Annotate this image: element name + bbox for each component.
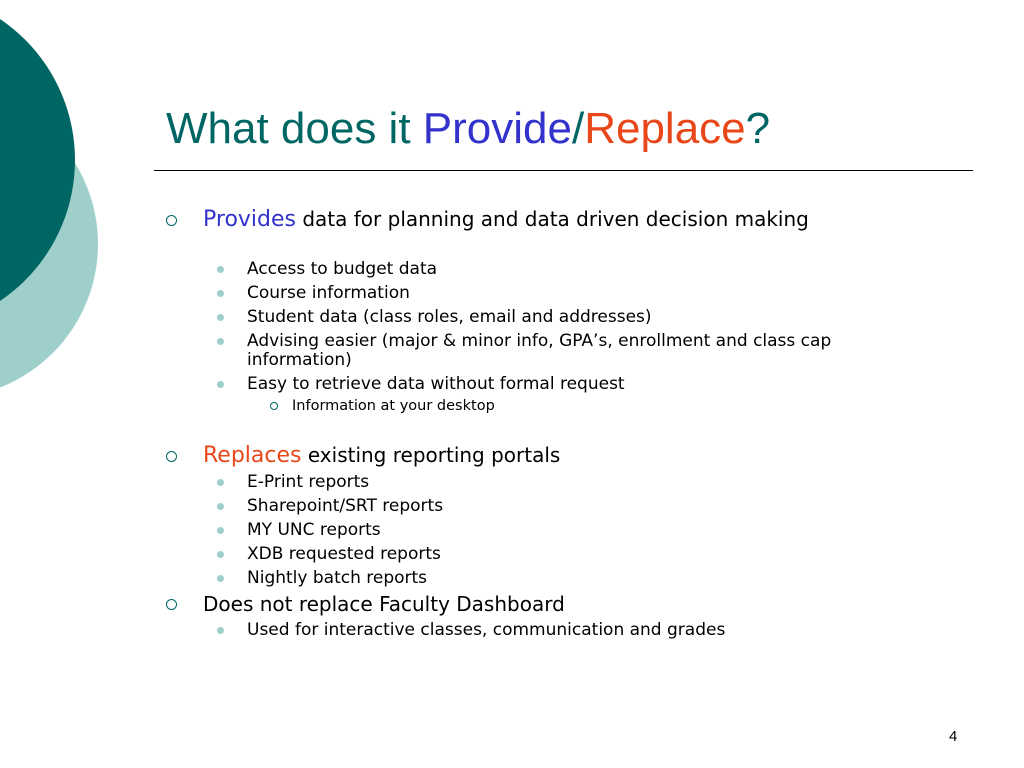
- provides-item: Access to budget data: [247, 259, 438, 279]
- replaces-keyword: Replaces: [203, 443, 302, 468]
- bullet-marker-dot: [217, 266, 224, 273]
- bullet-marker-open-circle: [166, 599, 177, 610]
- replaces-text: existing reporting portals: [301, 443, 561, 467]
- bullet-replaces: [203, 443, 560, 468]
- provides-text: data for planning and data driven decision making: [296, 207, 809, 231]
- bullet-provides: [203, 207, 809, 232]
- bullet-marker-dot: [217, 338, 224, 345]
- replaces-item: Sharepoint/SRT reports: [247, 496, 444, 516]
- title-part1: What does it: [166, 104, 423, 153]
- provides-item: Advising easier (major & minor info, GPA’s, enrollment and class cap: [247, 331, 832, 351]
- replaces-item: MY UNC reports: [247, 520, 381, 540]
- dashboard-item: Used for interactive classes, communication and grades: [247, 620, 726, 640]
- provides-item: Easy to retrieve data without formal request: [247, 374, 625, 394]
- bullet-marker-dot: [217, 627, 224, 634]
- provides-item: Student data (class roles, email and addresses): [247, 307, 652, 327]
- bullet-marker-dot: [217, 575, 224, 582]
- title-replace: Replace: [584, 104, 746, 153]
- replaces-item: Nightly batch reports: [247, 568, 428, 588]
- provides-keyword: Provides: [203, 207, 296, 232]
- title-question: ?: [745, 104, 771, 153]
- bullet-marker-dot: [217, 551, 224, 558]
- provides-item: Course information: [247, 283, 410, 303]
- bullet-dashboard: Does not replace Faculty Dashboard: [203, 592, 565, 616]
- bullet-marker-dot: [217, 503, 224, 510]
- title-provide: Provide: [422, 104, 572, 153]
- bullet-marker-open-circle: [166, 215, 177, 226]
- bullet-marker-dot: [217, 479, 224, 486]
- title-slash: /: [571, 104, 585, 153]
- bullet-marker-dot: [217, 290, 224, 297]
- provides-sub-item: Information at your desktop: [292, 398, 495, 414]
- bullet-marker-dot: [217, 314, 224, 321]
- replaces-item: XDB requested reports: [247, 544, 441, 564]
- bullet-marker-open-circle: [166, 451, 177, 462]
- bullet-marker-dot: [217, 527, 224, 534]
- bullet-marker-open-circle-small: [270, 402, 278, 410]
- provides-item-continuation: information): [247, 350, 352, 370]
- replaces-item: E-Print reports: [247, 472, 370, 492]
- slide-number: 4: [949, 728, 958, 745]
- bullet-marker-dot: [217, 381, 224, 388]
